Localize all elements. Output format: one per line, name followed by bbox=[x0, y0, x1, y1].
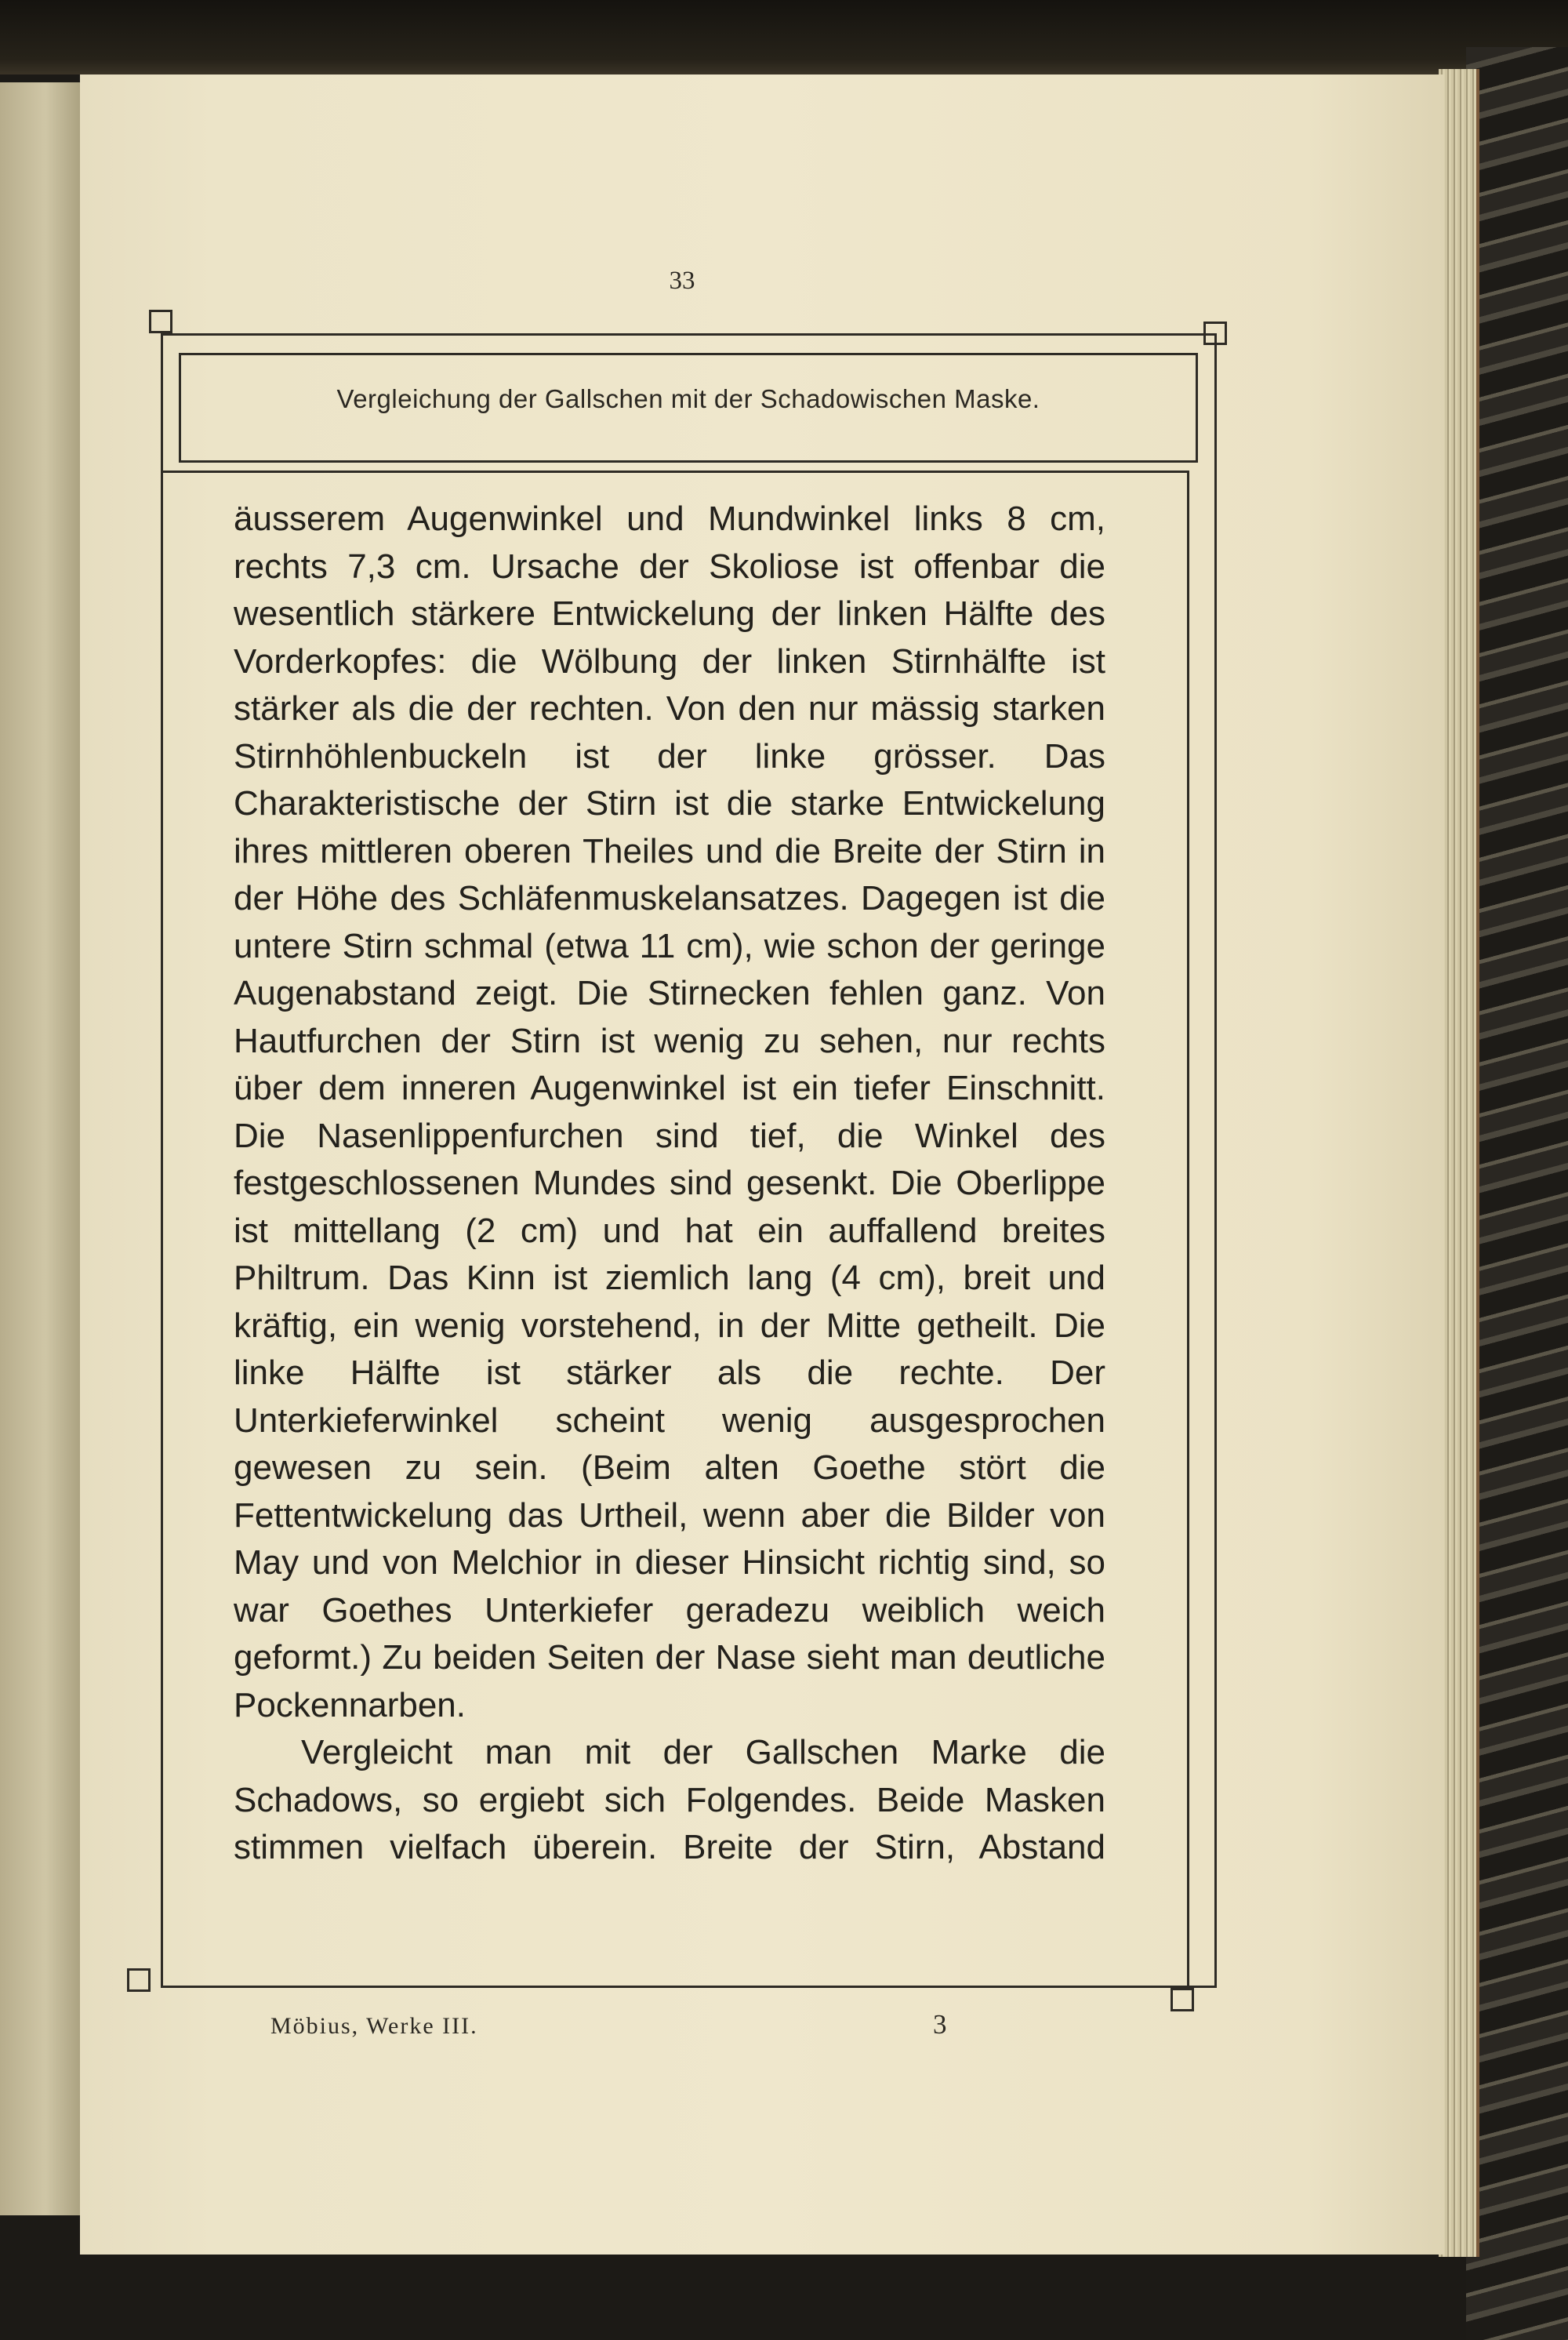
paragraph-2: Vergleicht man mit der Gallschen Marke die Schadows, so ergiebt sich Folgendes. Beide Masken stimmen vielfach überein. Breite der Stirn, Abstand bbox=[234, 1733, 1105, 1866]
page-number: 33 bbox=[669, 267, 695, 295]
frame-corner-top-left bbox=[149, 310, 172, 333]
footer-sheet-number: 3 bbox=[933, 2009, 947, 2040]
frame-corner-top-right bbox=[1203, 322, 1227, 345]
frame-corner-bottom-right bbox=[1171, 1988, 1194, 2011]
frame-corner-bottom-left bbox=[127, 1968, 151, 1992]
book-binding-top bbox=[0, 0, 1568, 74]
body-text bbox=[234, 496, 1105, 1872]
paragraph-1: äusserem Augenwinkel und Mundwinkel links 8 cm, rechts 7,3 cm. Ursache der Skoliose ist offenbar die wesentlich stärkere Entwickelung der linken Hälfte des Vorderkopfes: die Wölbung der linken Stirnhälfte ist stärker als die der rechten. Von den nur mässig starken Stirnhöhlenbuckeln ist der linke grösser. Das Charakteristische der Stirn ist die starke Entwickelung ihres mittleren oberen Theiles und die Breite der Stirn in der Höhe des Schläfenmuskelansatzes. Dagegen ist die untere Stirn schmal (etwa 11 cm), wie schon der geringe Augenabstand zeigt. Die Stirnecken fehlen ganz. Von Hautfurchen der Stirn ist wenig zu sehen, nur rechts über dem inneren Augenwinkel ist ein tiefer Einschnitt. Die Nasenlippenfurchen sind tief, die Winkel des festgeschlossenen Mundes sind gesenkt. Die Oberlippe ist mittellang (2 cm) und hat ein auffallend breites Philtrum. Das Kinn ist ziemlich lang (4 cm), breit und kräftig, ein wenig vorstehend, in der Mitte getheilt. Die linke Hälfte ist stärker als die rechte. Der Unterkieferwinkel scheint wenig ausgesprochen gewesen zu sein. (Beim alten Goethe stört die Fettentwickelung das Urtheil, wenn aber die Bilder von May und von Melchior in dieser Hinsicht richtig sind, so war Goethes Unterkiefer geradezu weiblich weich geformt.) Zu beiden Seiten der Nase sieht man deutliche Pockennarben. bbox=[234, 500, 1105, 1724]
page-block-edges bbox=[1439, 69, 1479, 2257]
facing-page-edge bbox=[0, 82, 82, 2215]
footer-signature: Möbius, Werke III. bbox=[270, 2013, 478, 2039]
marbled-cover bbox=[1466, 47, 1568, 2340]
running-head: Vergleichung der Gallschen mit der Schadowischen Maske. bbox=[336, 384, 1040, 413]
